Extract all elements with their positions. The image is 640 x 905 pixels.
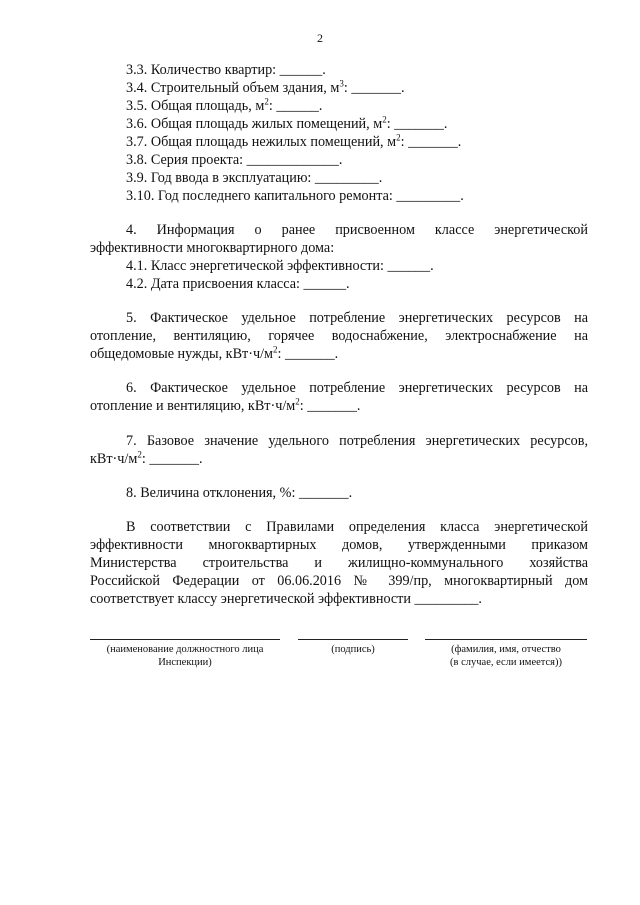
section-4-heading-cont: эффективности многоквартирного дома: <box>90 240 335 256</box>
section-7-line-2: $кВт\cdot ч/м^2$: _______. <box>90 449 203 467</box>
conclusion-line-3: Министерства строительства и жилищно-коммунального хозяйства <box>90 555 588 571</box>
name-signature-line <box>425 639 587 640</box>
conclusion-line-1: В соответствии с Правилами определения класса энергетической <box>126 519 588 535</box>
position-signature-line <box>90 639 280 640</box>
section-7-line-1: 7. Базовое значение удельного потребления энергетических ресурсов, <box>126 433 588 449</box>
signature-line <box>298 639 408 640</box>
section-5-line-1: 5. Фактическое удельное потребление энергетических ресурсов на <box>126 310 588 326</box>
position-caption: (наименование должностного лица Инспекции) <box>106 644 264 668</box>
name-caption: (фамилия, имя, отчество (в случае, если имеется)) <box>450 644 562 668</box>
section-6-line-1: 6. Фактическое удельное потребление энергетических ресурсов на <box>126 380 588 396</box>
conclusion-line-2: эффективности многоквартирных домов, утвержденными приказом <box>90 537 588 553</box>
item-3-8: 3.8. Серия проекта: _____________. <box>126 152 343 168</box>
signature-caption: (подпись) <box>331 644 375 655</box>
conclusion-line-5: соответствует классу энергетической эффективности _________. <box>90 591 482 607</box>
item-3-5: 3.5. Общая площадь, $м^2$: ______. <box>126 96 323 114</box>
section-4-heading: 4. Информация о ранее присвоенном классе энергетической <box>126 222 588 238</box>
item-3-9: 3.9. Год ввода в эксплуатацию: _________. <box>126 170 383 186</box>
item-4-2: 4.2. Дата присвоения класса: ______. <box>126 276 350 292</box>
page-number: 2 <box>317 31 323 45</box>
item-3-4: 3.4. Строительный объем здания, $м^3$: _______. <box>126 78 405 96</box>
section-5-line-3: общедомовые нужды, $кВт\cdot ч/м^2$: _______. <box>90 344 339 362</box>
item-3-10: 3.10. Год последнего капитального ремонта: _________. <box>126 188 464 204</box>
conclusion-line-4: Российской Федерации от 06.06.2016 № 399/пр, многоквартирный дом <box>90 573 588 589</box>
section-6-line-2: отопление и вентиляцию, $кВт\cdot ч/м^2$: _______. <box>90 396 361 414</box>
item-3-7: 3.7. Общая площадь нежилых помещений, $м^2$: _______. <box>126 132 462 150</box>
item-4-1: 4.1. Класс энергетической эффективности: ______. <box>126 258 434 274</box>
section-5-line-2: отопление, вентиляцию, горячее водоснабжение, электроснабжение на <box>90 328 588 344</box>
section-8: 8. Величина отклонения, %: _______. <box>126 485 353 501</box>
item-3-3: 3.3. Количество квартир: ______. <box>126 62 326 78</box>
item-3-6: 3.6. Общая площадь жилых помещений, $м^2$: _______. <box>126 114 448 132</box>
